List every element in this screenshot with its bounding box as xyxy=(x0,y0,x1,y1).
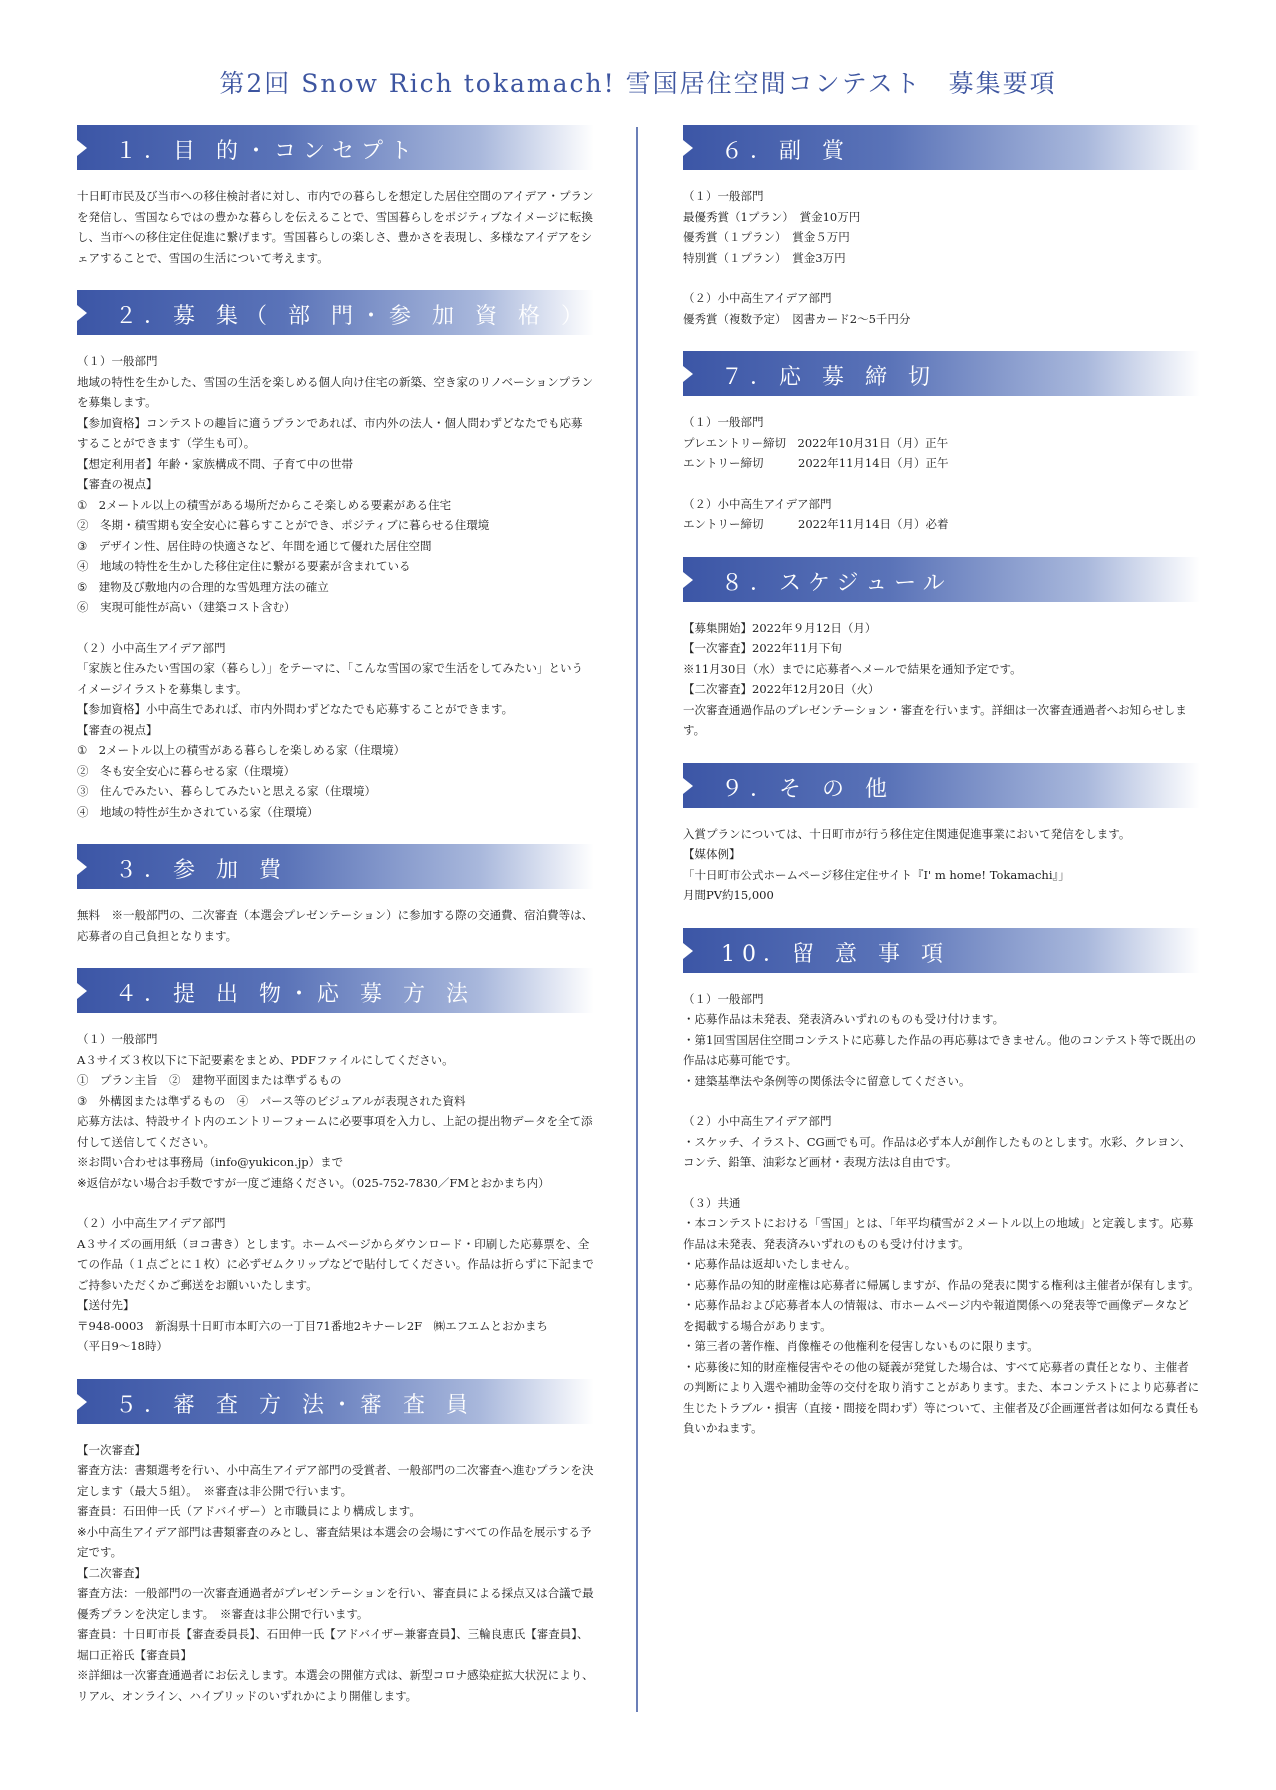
section-text: 【一次審査】 審査方法：書類選考を行い、小中高生アイデア部門の受賞者、一般部門の二次審査へ進むプランを決定します（最大５組）。 ※審査は非公開で行います。 審査員：石田伸一氏（アドバイザー）と市職員により構成します。 ※小中高生アイデア部門は書類審査のみとし、審査結果は本選会の会場にすべての作品を展示する予定です。 【二次審査】 審査方法：一般部門の一次審査通過者がプレゼンテーションを行い、審査員による採点又は合議で最優秀プランを決定します。 ※審査は非公開で行います。 審査員：十日町市長【審査委員長】、石田伸一氏【アドバイザー兼審査員】、三輪良恵氏【審査員】、堀口正裕氏【審査員】 ※詳細は一次審査通過者にお伝えします。本選会の開催方式は、新型コロナ感染症拡大状況により、リアル、オンライン、ハイブリッドのいずれかにより開催します。 xyxy=(77,1442,594,1703)
section-heading: ５．審 査 方 法・審 査 員 xyxy=(77,1379,594,1424)
section-schedule xyxy=(683,557,1200,741)
left-column xyxy=(77,125,594,1706)
section-other xyxy=(683,763,1200,906)
section-heading: 10．留 意 事 項 xyxy=(683,928,1200,973)
section-heading: １．目 的・コンセプト xyxy=(77,125,594,170)
section-text: （２）小中高生アイデア部門 「家族と住みたい雪国の家（暮らし）」をテーマに、「こんな雪国の家で生活をしてみたい」というイメージイラストを募集します。 【参加資格】小中高生であれば、市内外問わずどなたでも応募することができます。 【審査の視点】 ① 2メートル以上の積雪がある暮らしを楽しめる家（住環境） ② 冬も安全安心に暮らせる家（住環境） ③ 住んでみたい、暮らしてみたいと思える家（住環境） ④ 地域の特性が生かされている家（住環境） xyxy=(77,640,583,819)
section-heading: ９．そ の 他 xyxy=(683,763,1200,808)
section-recruitment xyxy=(77,290,594,822)
section-text: （１）一般部門 A３サイズ３枚以下に下記要素をまとめ、PDFファイルにしてください。 ① プラン主旨 ② 建物平面図または準ずるもの ③ 外構図または準ずるもの ④ パース等のビジュアルが表現された資料 応募方法は、特設サイト内のエントリーフォームに必要事項を入力し、上記の提出物データを全て添付して送信してください。 ※お問い合わせは事務局（info@yukicon.jp）まで ※返信がない場合お手数ですが一度ご連絡ください。（025-752-7830／FMとおかまち内） xyxy=(77,1032,593,1190)
section-text: （１）一般部門 地域の特性を生かした、雪国の生活を楽しめる個人向け住宅の新築、空き家のリノベーションプランを募集します。 【参加資格】コンテストの趣旨に適うプランであれば、市内外の法人・個人問わずどなたでも応募することができます（学生も可）。 【想定利用者】年齢・家族構成不問、子育て中の世帯 【審査の視点】 ① 2メートル以上の積雪がある場所だからこそ楽しめる要素がある住宅 ② 冬期・積雪期も安全安心に暮らすことができ、ポジティブに暮らせる住環境 ③ デザイン性、居住時の快適さなど、年間を通じて優れた居住空間 ④ 地域の特性を生かした移住定住に繋がる要素が含まれている ⑤ 建物及び敷地内の合理的な雪処理方法の確立 ⑥ 実現可能性が高い（建築コスト含む） xyxy=(77,354,594,614)
section-text: （３）共通 ・本コンテストにおける「雪国」とは、「年平均積雪が２メートル以上の地域」と定義します。応募作品は未発表、発表済みいずれのものも受け付けます。 ・応募作品は返却いたしません。 ・応募作品の知的財産権は応募者に帰属しますが、作品の発表に関する権利は主催者が保有します。 ・応募作品および応募者本人の情報は、市ホームページ内や報道関係への発表等で画像データなどを掲載する場合があります。 ・第三者の著作権、肖像権その他権利を侵害しないものに限ります。 ・応募後に知的財産権侵害やその他の疑義が発覚した場合は、すべて応募者の責任となり、主催者の判断により入選や補助金等の交付を取り消すことがあります。また、本コンテストにより応募者に生じたトラブル・損害（直接・間接を問わず）等について、主催者及び企画運営者は如何なる責任も負いかねます。 xyxy=(683,1195,1200,1435)
section-heading: ７．応 募 締 切 xyxy=(683,351,1200,396)
section-text: 入賞プランについては、十日町市が行う移住定住関連促進事業において発信をします。 【媒体例】 「十日町市公式ホームページ移住定住サイト『I' m home! Tokamachi』」 月間PV約15,000 xyxy=(683,826,1131,902)
section-text: 無料 ※一般部門の、二次審査（本選会プレゼンテーション）に参加する際の交通費、宿泊費等は、応募者の自己負担となります。 xyxy=(77,908,594,943)
section-heading: ２．募 集（ 部 門・参 加 資 格 ） xyxy=(77,290,594,335)
section-text: （１）一般部門 プレエントリー締切 2022年10月31日（月）正午 エントリー締切 2022年11月14日（月）正午 xyxy=(683,415,949,470)
section-heading: ６．副 賞 xyxy=(683,125,1200,170)
section-purpose xyxy=(77,125,594,268)
section-text: （２）小中高生アイデア部門 A３サイズの画用紙（ヨコ書き）とします。ホームページからダウンロード・印刷した応募票を、全ての作品（１点ごとに１枚）に必ずゼムクリップなどで貼付してください。作品は折らずに下記までご持参いただくかご郵送をお願いいたします。 【送付先】 〒948-0003 新潟県十日町市本町六の一丁目71番地2キナーレ2F ㈱エフエムとおかまち （平日9〜18時） xyxy=(77,1216,594,1353)
section-heading: ８．スケジュール xyxy=(683,557,1200,602)
section-heading: ３．参 加 費 xyxy=(77,844,594,889)
section-text: 十日町市民及び当市への移住検討者に対し、市内での暮らしを想定した居住空間のアイデア・プランを発信し、雪国ならではの豊かな暮らしを伝えることで、雪国暮らしをポジティブなイメージに転換し、当市への移住定住促進に繋げます。雪国暮らしの楽しさ、豊かさを表現し、多様なアイデアをシェアすることで、雪国の生活について考えます。 xyxy=(77,189,594,265)
section-text: （２）小中高生アイデア部門 ・スケッチ、イラスト、CG画でも可。作品は必ず本人が創作したものとします。水彩、クレヨン、コンテ、鉛筆、油彩など画材・表現方法は自由です。 xyxy=(683,1114,1191,1169)
section-text: 【募集開始】2022年９月12日（月） 【一次審査】2022年11月下旬 ※11月30日（水）までに応募者へメールで結果を通知予定です。 【二次審査】2022年12月20日（火） 一次審査通過作品のプレゼンテーション・審査を行います。詳細は一次審査通過者へお知らせします。 xyxy=(683,620,1187,737)
section-prizes xyxy=(683,125,1200,329)
section-heading: ４．提 出 物・応 募 方 法 xyxy=(77,968,594,1013)
section-judging xyxy=(77,1379,594,1707)
section-notes xyxy=(683,928,1200,1439)
section-text: （１）一般部門 最優秀賞（1プラン） 賞金10万円 優秀賞（１プラン） 賞金５万円 特別賞（１プラン） 賞金3万円 xyxy=(683,189,861,265)
page-title: 第2回 Snow Rich tokamach! 雪国居住空間コンテスト 募集要項 xyxy=(219,69,1057,98)
column-divider xyxy=(636,127,638,1712)
section-fee xyxy=(77,844,594,946)
section-text: （２）小中高生アイデア部門 エントリー締切 2022年11月14日（月）必着 xyxy=(683,496,949,531)
section-deadline xyxy=(683,351,1200,535)
section-text: （１）一般部門 ・応募作品は未発表、発表済みいずれのものも受け付けます。 ・第1回雪国居住空間コンテストに応募した作品の再応募はできません。他のコンテスト等で既出の作品は応募可能です。 ・建築基準法や条例等の関係法令に留意してください。 xyxy=(683,991,1197,1088)
section-text: （２）小中高生アイデア部門 優秀賞（複数予定） 図書カード2〜5千円分 xyxy=(683,291,911,326)
right-column xyxy=(683,125,1200,1439)
section-submission xyxy=(77,968,594,1357)
